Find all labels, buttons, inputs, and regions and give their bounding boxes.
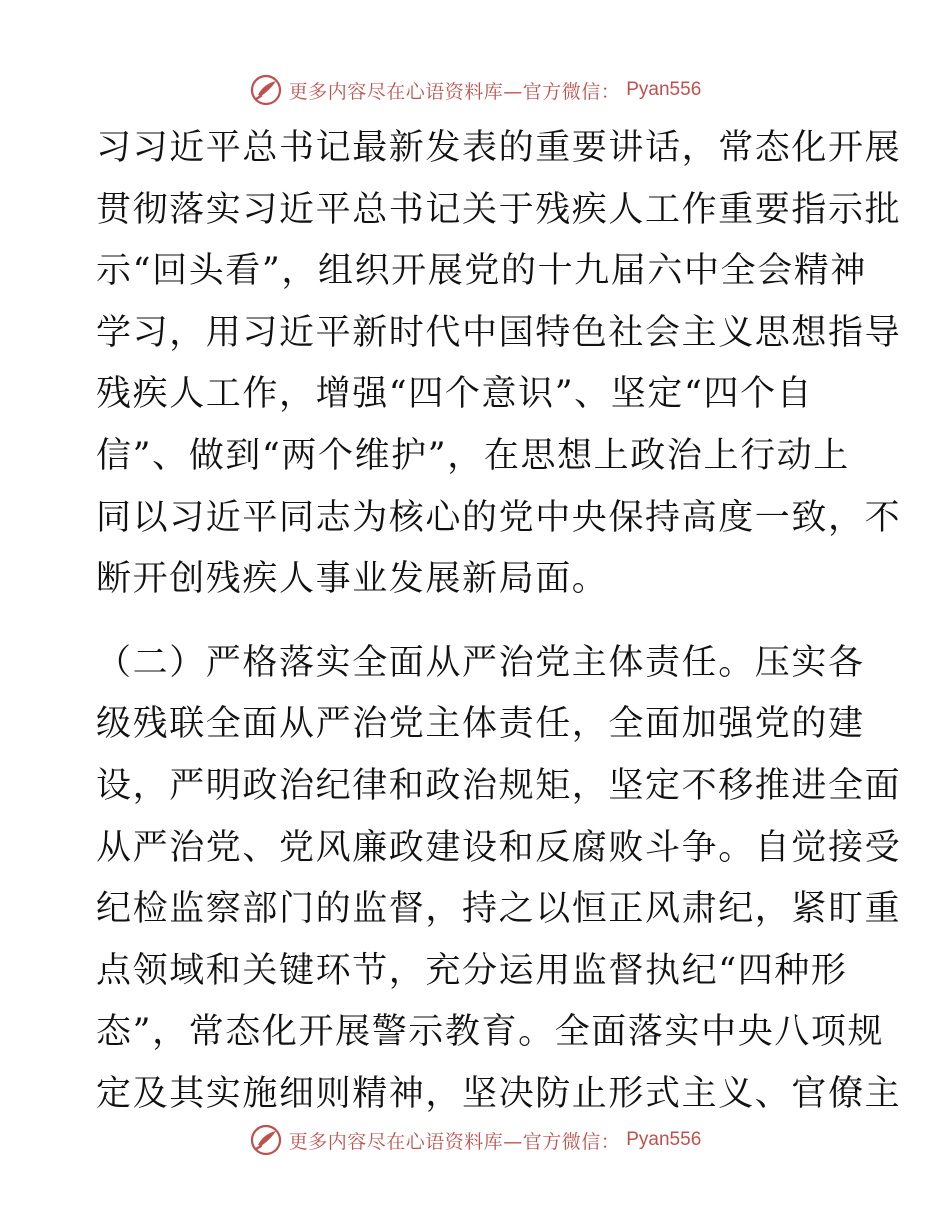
watermark-contact: Pyan556: [626, 1129, 702, 1150]
paragraph-1: [96, 118, 902, 611]
text-line: 学习，用习近平新时代中国特色社会主义思想指导: [96, 312, 902, 353]
brush-logo-icon: [249, 73, 283, 107]
brush-logo-icon: [249, 1123, 283, 1157]
text-line: （二）严格落实全面从严治党主体责任。压实各: [96, 642, 865, 683]
text-line: 同以习近平同志为核心的党中央保持高度一致，不: [96, 497, 902, 538]
watermark-contact: Pyan556: [626, 79, 702, 100]
header-watermark: [0, 70, 950, 110]
footer-watermark: [0, 1120, 950, 1160]
document-body: [96, 118, 902, 1126]
text-line: 级残联全面从严治党主体责任，全面加强党的建: [96, 704, 865, 745]
text-line: 态”，常态化开展警示教育。全面落实中央八项规: [96, 1012, 885, 1053]
watermark-text: 更多内容尽在心语资料库—官方微信：: [288, 1130, 621, 1153]
text-line: 从严治党、党风廉政建设和反腐败斗争。自觉接受: [96, 827, 902, 868]
text-line: 纪检监察部门的监督，持之以恒正风肃纪，紧盯重: [96, 889, 902, 930]
text-line: 点领域和关键环节，充分运用监督执纪“四种形: [96, 950, 848, 991]
watermark-text: 更多内容尽在心语资料库—官方微信：: [288, 80, 621, 103]
text-line: 习习近平总书记最新发表的重要讲话，常态化开展: [96, 128, 902, 168]
text-line: 设，严明政治纪律和政治规矩，坚定不移推进全面: [96, 765, 902, 806]
text-line: 贯彻落实习近平总书记关于残疾人工作重要指示批: [96, 189, 902, 230]
text-line: 定及其实施细则精神，坚决防止形式主义、官僚主: [96, 1073, 902, 1114]
paragraph-gap: [96, 611, 856, 633]
text-line: 示“回头看”，组织开展党的十九届六中全会精神: [96, 251, 867, 292]
paragraph-2: [96, 633, 902, 1126]
text-line: 信”、做到“两个维护”，在思想上政治上行动上: [96, 435, 850, 476]
text-line: 断开创残疾人事业发展新局面。: [96, 559, 609, 600]
text-line: 残疾人工作，增强“四个意识”、坚定“四个自: [96, 374, 814, 415]
